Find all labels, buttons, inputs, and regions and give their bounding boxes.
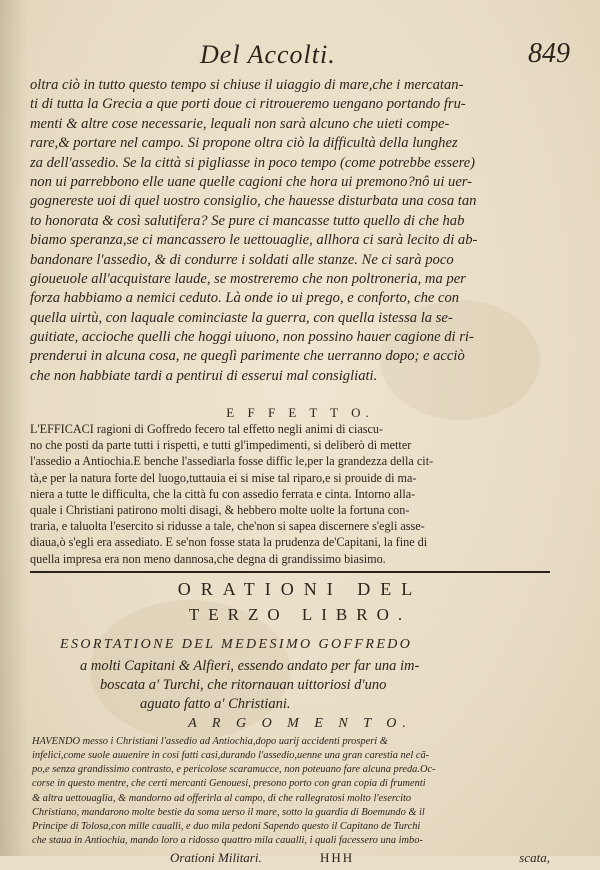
text-line: za dell'assedio. Se la città si pigliasse in poco tempo (come potrebbe essere) — [30, 154, 476, 171]
text-line: forza habbiamo a nemici ceduto. Là onde io ui prego, e conforto, che con — [30, 290, 460, 307]
section-heading: ORATIONI DEL — [177, 578, 423, 599]
signature-mark: HHH — [320, 850, 355, 866]
text-line: po,e senza grandissimo contrasto, e pericolose scaramucce, non poteuano fare alcuna preda.Oc- — [32, 764, 436, 776]
argomento-heading: A R G O M E N T O. — [188, 715, 412, 731]
text-line: l'assedio a Antiochia.E benche l'assediarla fosse diffic le,per la grandezza della cit- — [30, 454, 434, 469]
subtitle-line: aguato fatto a' Christiani. — [140, 695, 291, 712]
page-footer — [170, 850, 550, 870]
text-line: bandonare l'assedio, & di condurre i soldati alle stanze. Ne ci sarà poco — [30, 251, 454, 268]
text-line: oltra ciò in tutto questo tempo si chiuse il uiaggio di mare,che i mercatan- — [30, 77, 464, 93]
subtitle-line: a molti Capitani & Alfieri, essendo andato per far una im- — [80, 657, 420, 674]
running-title: Del Accolti. — [200, 40, 336, 69]
text-line: biamo speranza,se ci mancassero le uettouaglie, allhora ci sarà lecito di ab- — [30, 232, 478, 249]
text-line: quella uirtù, con laquale cominciaste la guerra, con quella istessa la se- — [30, 309, 453, 326]
footer-title: Orationi Militari. — [170, 850, 262, 866]
text-line: to honorata & così salutifera? Se pure ci mancasse tutto quello di che hab — [30, 212, 465, 229]
text-line: giouеuole all'acquistare laude, se mostreremo che non poltroneria, ma per — [30, 270, 466, 287]
page-header — [190, 38, 570, 72]
text-line: traria, e taluolta l'esercito si ridusse a tale, che'non si sapea discernere s'egli asse- — [30, 519, 425, 534]
text-line: HAVENDO messo i Christiani l'assedio ad Antiochia,dopo uarij accidenti prosperi & — [32, 735, 388, 747]
text-line: infelici,come suole auuenire in cosi fatti casi,durando l'assedio,uenne una gran carestia nel cã- — [32, 749, 430, 761]
text-line: tà,e per la natura forte del luogo,tuttauia ei si mise tal riparo,e si prouide di ma- — [30, 470, 417, 485]
text-line: Principe di Tolosa,con mille caualli, e duo mila pedoni Sapendo questo il Capitano de Turchi — [32, 820, 421, 832]
text-line: Christiano, mandarono molte bestie da soma uerso il mare, sotto la guardia di Boemundo & il — [32, 806, 425, 818]
effetto-text — [30, 421, 530, 567]
text-line: gognereste uoi di quel uostro consiglio, che hauesse disturbata una cosa tan — [30, 193, 477, 210]
text-line: menti & altre cose necessarie, lequali non sarà alcuno che uieti compe- — [30, 115, 450, 132]
text-line: niera a tutte le difficulta, che la città fu con assedio ferrata e cinta. Intorno alla- — [30, 486, 416, 501]
text-line: L'EFFICACI ragioni di Goffredo fecero tal effetto negli animi di ciascu- — [30, 422, 384, 436]
text-line: no che posti da parte tutti i rispetti, e tutti gl'impedimenti, si deliberò di metter — [30, 438, 412, 453]
text-line: non ui parrebbono elle uane quelle cagioni che hora ui premono?nô ui uer- — [30, 173, 473, 190]
text-line: quale i Christiani patirono molti disagi, & hebbero molte uolte la fortuna con- — [30, 502, 410, 517]
catchword: scata, — [519, 850, 550, 866]
text-line: diaua,ò s'egli era assediato. E se'non fosse stata la prudenza de'Capitani, la fine di — [30, 535, 428, 550]
section-divider — [30, 571, 550, 573]
text-line: prenderui in alcuna cosa, ne queglì parimente che uerranno dopo; e acciò — [30, 348, 465, 365]
text-line: ti di tutta la Grecia a que porti doue ci ritroueremo uengano portando fru- — [30, 96, 466, 113]
text-line: guitiate, accioche quelli che hoggi uiuono, non possino hauer cagione di ri- — [30, 329, 474, 346]
text-line: che staua in Antiochia, mando loro a ridosso quattro mila caualli, i quali facessero una imbo- — [32, 835, 423, 847]
oration-text — [30, 76, 530, 386]
argomento-text — [32, 735, 542, 849]
text-line: quella impresa era non meno dannosa,che degna di grandissimo biasimo. — [30, 551, 386, 566]
gutter-shadow — [0, 0, 28, 856]
text-line: & altra uettouaglia, & mandorno ad offerirla al campo, di che rallegratosi molto l'esercito — [32, 792, 412, 804]
section-subheading: TERZO LIBRO. — [188, 604, 412, 624]
esortatione-subtitle — [80, 657, 540, 714]
effetto-heading: E F F E T T O. — [226, 405, 374, 420]
text-line: che non habbiate tardi a pentirui di esserui mal consigliati. — [30, 367, 378, 384]
esortatione-title: ESORTATIONE DEL MEDESIMO GOFFREDO — [60, 636, 413, 652]
text-line: corse in questo mentre, che certi mercanti Genouesi, presono porto con gran copia di frumenti — [32, 778, 426, 790]
page-number: 849 — [528, 38, 570, 69]
text-line: rare,& portare nel campo. Si propone oltra ciò la difficultà della lunghez — [30, 135, 458, 152]
subtitle-line: boscata a' Turchi, che ritornauan uittoriosi d'uno — [100, 676, 387, 693]
